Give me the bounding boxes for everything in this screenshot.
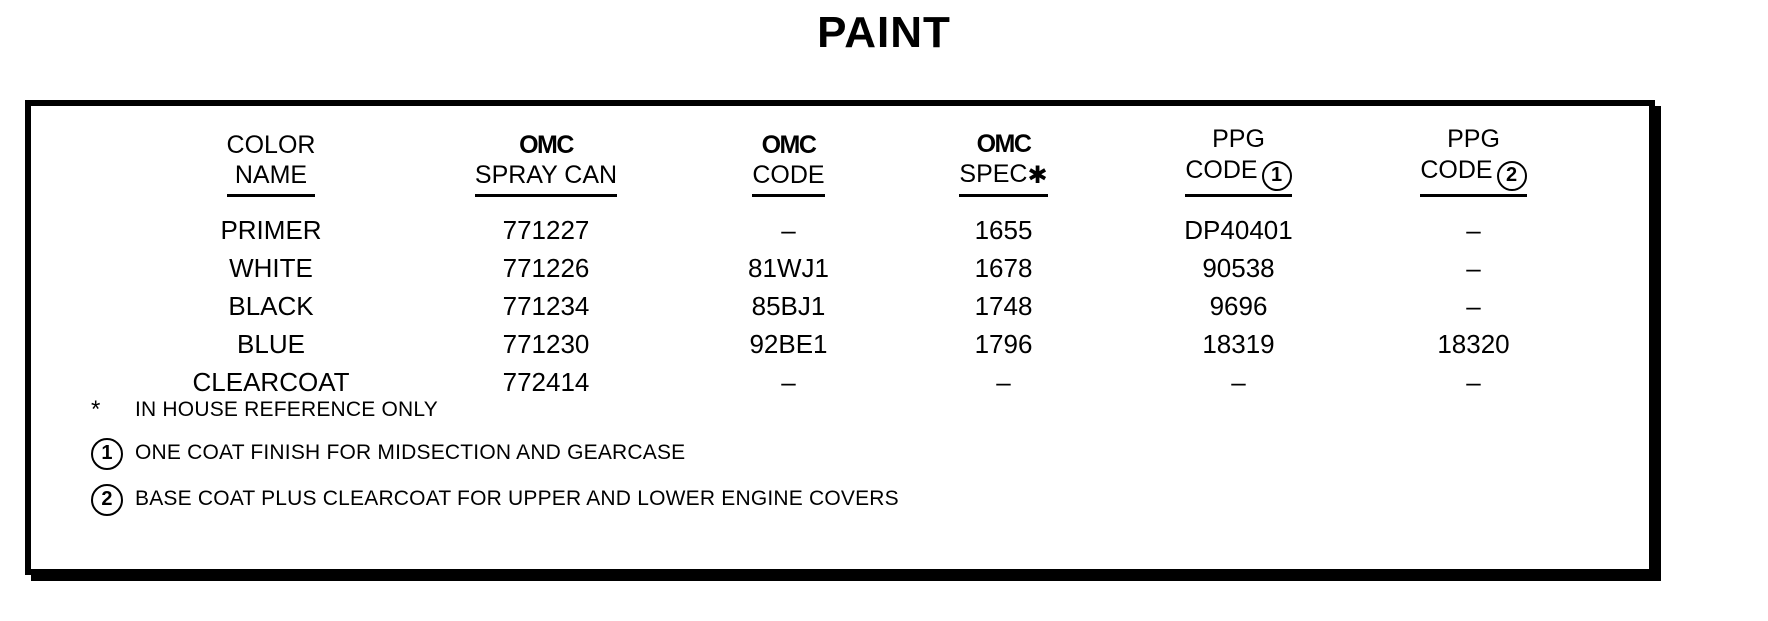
cell-color-name: CLEARCOAT [192,366,350,397]
cell-omc-code: 81WJ1 [748,252,829,283]
cell-spray-can: 771234 [502,290,590,321]
cell-ppg-code-2: – [1466,214,1481,245]
cell-spray-can: 771227 [502,214,590,245]
column-header-line2: CODE [1185,155,1258,184]
footnote-item [91,481,1591,516]
cell-ppg-code-1: 9696 [1209,290,1268,321]
cell-ppg-code-2: – [1466,366,1481,397]
asterisk-icon: ✱ [1027,162,1048,190]
column-header-line1: OMC [519,130,573,159]
column-header-color-name [131,124,411,197]
paint-table-panel [25,100,1655,575]
footnote-item [91,396,1591,424]
column-header-line2: NAME [227,160,316,197]
column-header-line2: CODE [1420,155,1493,184]
cell-color-name: WHITE [229,252,313,283]
cell-ppg-code-1: 90538 [1202,252,1275,283]
column-header-omc-spray-can [411,124,681,197]
cell-spray-can: 772414 [502,366,590,397]
table-header [131,124,1581,197]
cell-omc-spec: 1748 [974,290,1033,321]
cell-color-name: PRIMER [220,214,322,245]
table-row [131,287,1581,325]
cell-omc-spec: 1796 [974,328,1033,359]
column-header-ppg-code-1 [1111,124,1366,197]
table-row [131,325,1581,363]
footnote-text: BASE COAT PLUS CLEARCOAT FOR UPPER AND LOWER ENGINE COVERS [135,486,899,510]
circle-number-icon: 2 [91,484,123,516]
column-header-line1: OMC [976,129,1031,158]
column-header-line1: PPG [1212,125,1265,153]
cell-spray-can: 771230 [502,328,590,359]
cell-omc-spec: 1655 [974,214,1033,245]
footnote-marker-1 [91,435,135,470]
column-header-omc-spec [896,124,1111,197]
footnote-marker-2 [91,481,135,516]
circle-number-icon: 1 [91,438,123,470]
footnotes [91,396,1591,527]
cell-omc-code: 92BE1 [749,328,828,359]
footnote-text: ONE COAT FINISH FOR MIDSECTION AND GEARCASE [135,440,686,464]
column-header-ppg-code-2 [1366,124,1581,197]
cell-ppg-code-2: – [1466,290,1481,321]
cell-ppg-code-1: 18319 [1202,328,1275,359]
asterisk-icon: * [91,396,101,423]
cell-color-name: BLACK [228,290,314,321]
table-row [131,363,1581,401]
column-header-line1: OMC [761,130,816,159]
column-header-line1: PPG [1447,125,1500,153]
table-header-row [131,124,1581,197]
footnote-badge-1: 1 [1262,161,1292,191]
column-header-line2: SPEC [959,160,1028,189]
cell-ppg-code-2: 18320 [1437,328,1510,359]
footnote-text: IN HOUSE REFERENCE ONLY [135,398,438,421]
table-row [131,249,1581,287]
cell-spray-can: 771226 [502,252,590,283]
cell-color-name: BLUE [237,328,305,359]
cell-ppg-code-1: – [1231,366,1246,397]
column-header-omc-code [681,124,896,197]
cell-omc-code: 85BJ1 [751,290,826,321]
column-header-line2: CODE [752,160,824,197]
table-row [131,197,1581,249]
cell-ppg-code-1: DP40401 [1184,214,1293,245]
footnote-item [91,435,1591,470]
cell-omc-code: – [781,366,796,397]
table-body [131,197,1581,401]
paint-table [131,124,1581,401]
cell-omc-spec: 1678 [974,252,1033,283]
cell-omc-spec: – [996,366,1011,397]
cell-ppg-code-2: – [1466,252,1481,283]
column-header-line1: COLOR [226,130,316,159]
cell-omc-code: – [781,214,796,245]
column-header-line2: SPRAY CAN [475,160,617,197]
footnote-badge-2: 2 [1497,161,1527,191]
page-title: PAINT [817,8,951,57]
